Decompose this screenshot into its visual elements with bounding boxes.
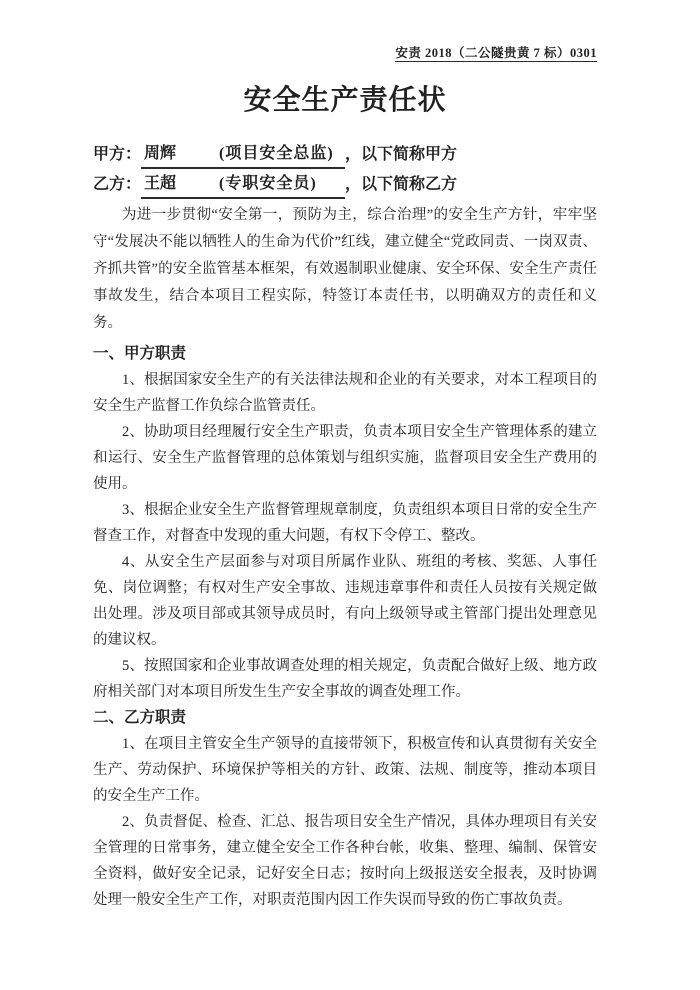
party-b-label: 乙方： [93, 176, 142, 193]
parties-block [93, 141, 597, 199]
party-b-row [93, 171, 597, 199]
party-b-name-field: 王超 [141, 171, 219, 199]
section-1-item-2: 2、协助项目经理履行安全生产职责，负责本项目安全生产管理体系的建立和运行、安全生产监督管理的总体策划与组织实施，监督项目安全生产费用的使用。 [93, 424, 597, 492]
party-a-label: 甲方： [93, 146, 142, 163]
party-b-role-field: (专职安全员) [219, 171, 345, 199]
party-a-suffix: ，以下简称甲方 [345, 146, 458, 163]
section-2-heading: 二、乙方职责 [93, 709, 187, 726]
section-2-item-1: 1、在项目主管安全生产领导的直接带领下，积极宣传和认真贯彻有关安全生产、劳动保护、环境保护等相关的方针、政策、法规、制度等，推动本项目的安全生产工作。 [93, 736, 597, 804]
section-party-b-duties [93, 705, 597, 913]
section-1-item-5: 5、按照国家和企业事故调查处理的相关规定，负责配合做好上级、地方政府相关部门对本项目所发生生产安全事故的调查处理工作。 [93, 658, 597, 700]
party-b-suffix: ，以下简称乙方 [345, 176, 458, 193]
party-a-row [93, 141, 597, 169]
doc-title: 安全生产责任状 [243, 85, 447, 116]
section-1-item-1: 1、根据国家安全生产的有关法律法规和企业的有关要求，对本工程项目的安全生产监督工作负综合监管责任。 [93, 372, 597, 414]
doc-code-text: 安责 2018（二公隧贵黄 7 标）0301 [395, 46, 597, 60]
section-1-item-3: 3、根据企业安全生产监督管理规章制度，负责组织本项目日常的安全生产督查工作，对督查中发现的重大问题，有权下令停工、整改。 [93, 502, 597, 544]
party-a-role-field: (项目安全总监) [219, 141, 345, 169]
section-1-heading: 一、甲方职责 [93, 345, 187, 362]
intro-paragraph: 为进一步贯彻“安全第一，预防为主，综合治理”的安全生产方针，牢牢坚守“发展决不能以牺牲人的生命为代价”红线，建立健全“党政同责、一岗双责、齐抓共管”的安全监管基本框架，有效遏制职业健康、安全环保、安全生产责任事故发生，结合本项目工程实际，特签订本责任书，以明确双方的责任和义务。 [93, 207, 597, 331]
section-1-item-4: 4、从安全生产层面参与对项目所属作业队、班组的考核、奖惩、人事任免、岗位调整；有权对生产安全事故、违规违章事件和责任人员按有关规定做出处理。涉及项目部或其领导成员时，有向上级领导或主管部门提出处理意见的建议权。 [93, 554, 597, 648]
section-party-a-duties [93, 341, 597, 705]
doc-code [93, 44, 597, 62]
party-a-name-field: 周辉 [141, 141, 219, 169]
section-2-item-2: 2、负责督促、检查、汇总、报告项目安全生产情况，具体办理项目有关安全管理的日常事务，建立健全安全工作各种台帐，收集、整理、编制、保管安全资料，做好安全记录，记好安全日志；按时向上级报送安全报表，及时协调处理一般安全生产工作，对职责范围内因工作失误而导致的伤亡事故负责。 [93, 814, 597, 908]
